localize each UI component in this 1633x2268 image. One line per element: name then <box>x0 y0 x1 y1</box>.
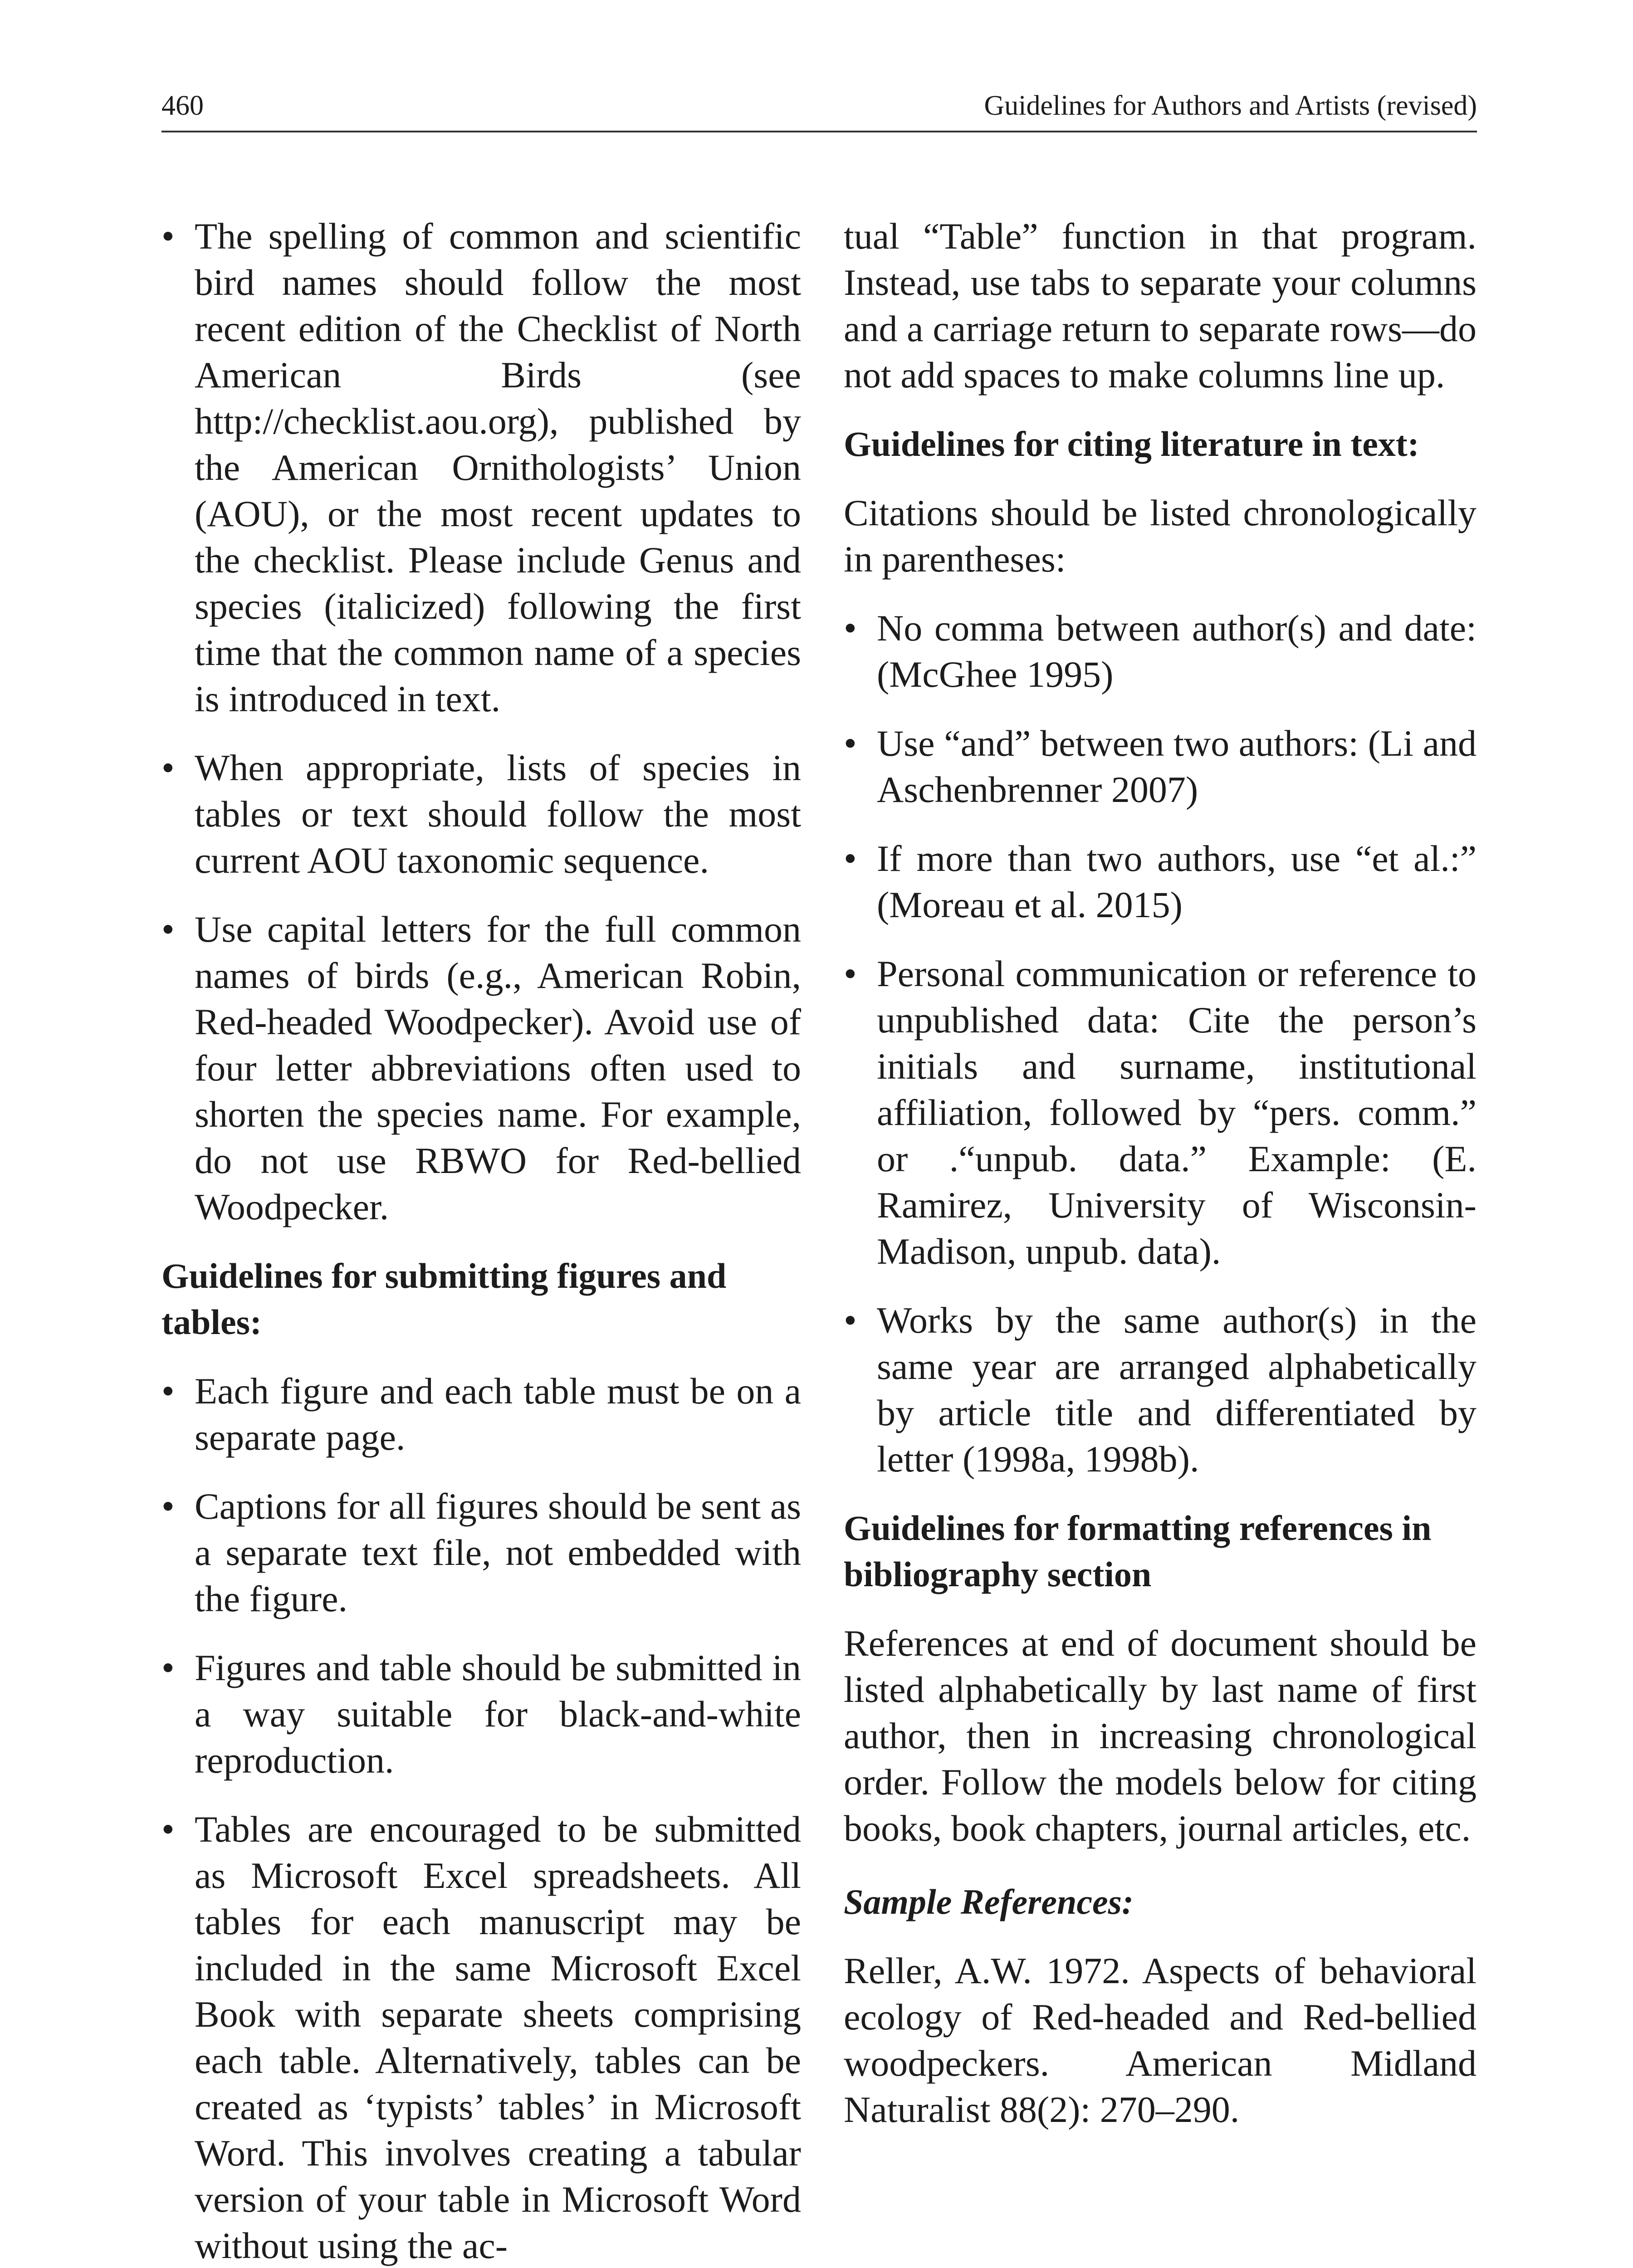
list-item-text: The spelling of common and scientific bird names should follow the most recent edition of the Checklist of North American Birds (see http://checklist.aou.org), published by the American Ornithologists’ Union (AOU), or the most recent updates to the checklist. Please include Genus and species (italicized) following the first time that the common name of a species is introduced in text. <box>195 215 801 719</box>
list-item <box>844 720 1477 813</box>
references-heading: Guidelines for formatting references in bibliography section <box>844 1508 1432 1594</box>
list-item <box>844 605 1477 698</box>
page-header <box>161 81 1477 132</box>
list-item-text: Works by the same author(s) in the same year are arranged alphabetically by article title and differentiated by letter (1998a, 1998b). <box>877 1300 1477 1480</box>
list-item <box>844 1297 1477 1482</box>
page-number: 460 <box>161 90 204 121</box>
list-item-text: Use “and” between two authors: (Li and Aschenbrenner 2007) <box>877 723 1477 810</box>
bullet-icon: • <box>844 838 857 879</box>
bullet-icon: • <box>161 1370 175 1412</box>
bullet-icon: • <box>161 1486 175 1527</box>
citing-heading: Guidelines for citing literature in text: <box>844 424 1419 464</box>
references-body: References at end of document should be listed alphabetically by last name of first author, then in increasing chronological order. Follow the models below for citing books, book chapters, journal articles, etc. <box>844 1623 1477 1849</box>
bullet-icon: • <box>844 607 857 649</box>
sample-references-heading: Sample References: <box>844 1882 1134 1921</box>
list-item-text: If more than two authors, use “et al.:” (Moreau et al. 2015) <box>877 838 1477 925</box>
list-item <box>161 1645 801 1784</box>
bullet-icon: • <box>844 723 857 764</box>
list-item-text: Personal communication or reference to unpublished data: Cite the person’s initials and surname, institutional affiliation, followed by “pers. comm.” or .“unpub. data.” Example: (E. Ramirez, University of Wisconsin-Madison, unpub. data). <box>877 953 1477 1272</box>
bullet-icon: • <box>844 1300 857 1341</box>
list-item <box>161 1806 801 2268</box>
list-item-text: Figures and table should be submitted in a way suitable for black-and-white reproduction. <box>195 1647 801 1781</box>
list-item-text: When appropriate, lists of species in tables or text should follow the most current AOU taxonomic sequence. <box>195 747 801 881</box>
list-item <box>161 1483 801 1622</box>
bullet-icon: • <box>161 747 175 788</box>
sample-reference: Reller, A.W. 1972. Aspects of behavioral ecology of Red-headed and Red-bellied woodpeckers. American Midland Naturalist 88(2): 270–290. <box>844 1950 1477 2130</box>
continued-paragraph: tual “Table” function in that program. Instead, use tabs to separate your columns and a carriage return to separate rows—do not add spaces to make columns line up. <box>844 215 1477 396</box>
list-item-text: Captions for all figures should be sent as a separate text file, not embedded with the figure. <box>195 1486 801 1619</box>
bullet-icon: • <box>161 1809 175 1850</box>
bullet-icon: • <box>161 909 175 950</box>
list-item-text: No comma between author(s) and date: (McGhee 1995) <box>877 607 1477 695</box>
right-column <box>844 213 1477 2156</box>
list-item <box>161 213 801 722</box>
running-title: Guidelines for Authors and Artists (revised) <box>984 90 1477 121</box>
bullet-icon: • <box>844 953 857 994</box>
list-item-text: Use capital letters for the full common names of birds (e.g., American Robin, Red-headed Woodpecker). Avoid use of four letter abbreviations often used to shorten the species name. For example, do not use RBWO for Red-bellied Woodpecker. <box>195 909 801 1227</box>
figures-list <box>161 1368 801 2268</box>
figures-heading: Guidelines for submitting figures and tables: <box>161 1256 727 1342</box>
list-item <box>161 906 801 1230</box>
list-item <box>844 836 1477 928</box>
list-item-text: Each figure and each table must be on a separate page. <box>195 1370 801 1458</box>
list-item <box>161 745 801 884</box>
citing-intro: Citations should be listed chronologically in parentheses: <box>844 492 1477 580</box>
list-item <box>161 1368 801 1461</box>
left-column <box>161 213 801 2268</box>
bullet-icon: • <box>161 1647 175 1688</box>
list-item-text: Tables are encouraged to be submitted as Microsoft Excel spreadsheets. All tables for each manuscript may be included in the same Microsoft Excel Book with separate sheets comprising each table. Alternatively, tables can be created as ‘typists’ tables’ in Microsoft Word. This involves creating a tabular version of your table in Microsoft Word without using the ac- <box>195 1809 801 2266</box>
citing-list <box>844 605 1477 1482</box>
bullet-icon: • <box>161 215 175 257</box>
list-item <box>844 951 1477 1275</box>
bird-names-list <box>161 213 801 1230</box>
